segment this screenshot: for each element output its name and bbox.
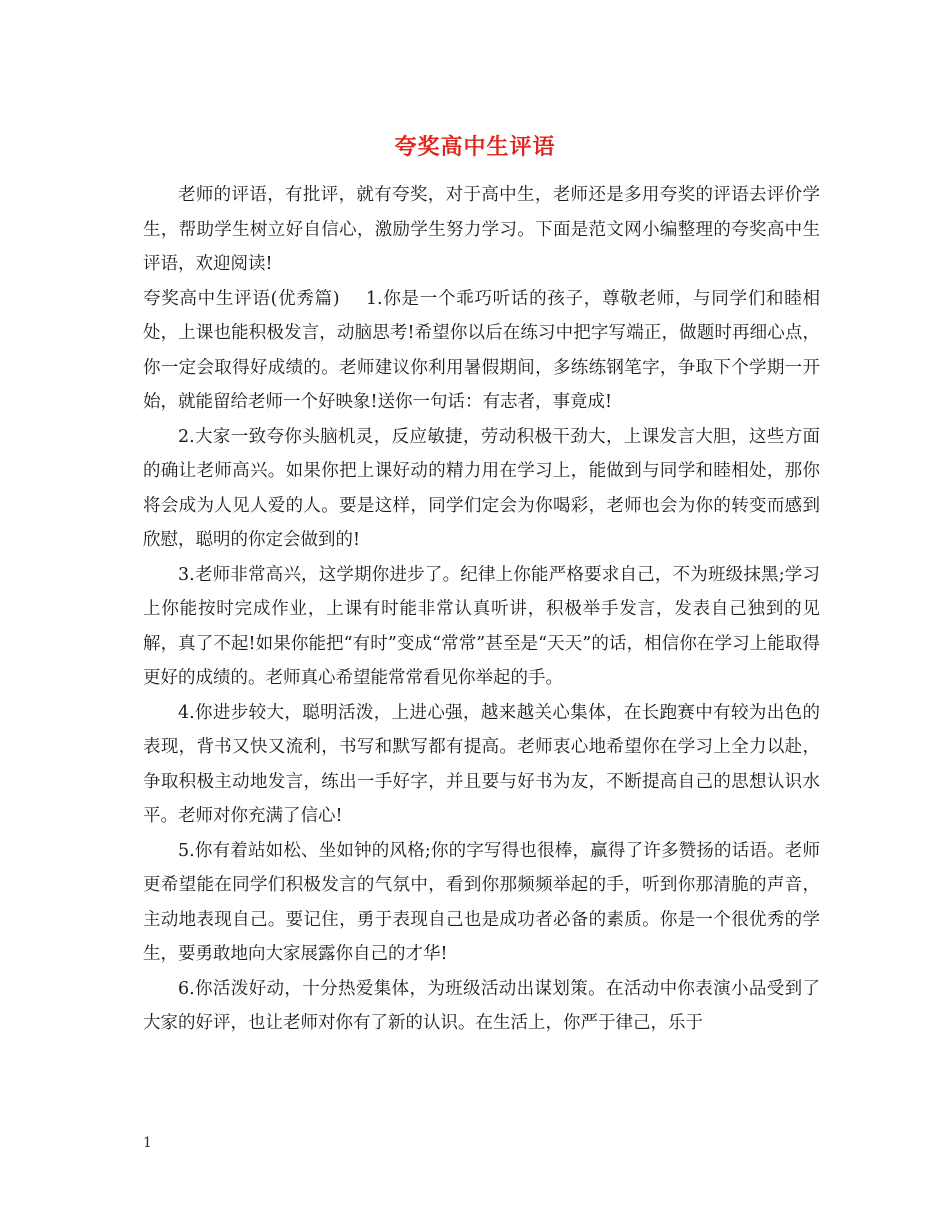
section-subheading: 夸奖高中生评语(优秀篇) xyxy=(143,288,340,309)
item-4-paragraph: 4.你进步较大，聪明活泼，上进心强，越来越关心集体，在长跑赛中有较为出色的表现，背书又快又流利，书写和默写都有提高。老师衷心地希望你在学习上全力以赴，争取积极主动地发言，练出一手好字，并且要与好书为友，不断提高自己的思想认识水平。老师对你充满了信心! xyxy=(143,702,820,826)
document-body xyxy=(143,178,820,1041)
item-3-paragraph: 3.老师非常高兴，这学期你进步了。纪律上你能严格要求自己，不为班级抹黑;学习上你能按时完成作业，上课有时能非常认真听讲，积极举手发言，发表自己独到的见解，真了不起!如果你能把“有时”变成“常常”甚至是“天天”的话，相信你在学习上能取得更好的成绩的。老师真心希望能常常看见你举起的手。 xyxy=(143,564,820,688)
first-item-paragraph xyxy=(143,282,820,420)
page-number: 1 xyxy=(143,1135,152,1151)
document-title: 夸奖高中生评语 xyxy=(394,134,556,160)
item-5-paragraph: 5.你有着站如松、坐如钟的风格;你的字写得也很棒，赢得了许多赞扬的话语。老师更希望能在同学们积极发言的气氛中，看到你那频频举起的手，听到你那清脆的声音，主动地表现自己。要记住，勇于表现自己也是成功者必备的素质。你是一个很优秀的学生，要勇敢地向大家展露你自己的才华! xyxy=(143,840,820,964)
intro-paragraph: 老师的评语，有批评，就有夸奖，对于高中生，老师还是多用夸奖的评语去评价学生，帮助学生树立好自信心，激励学生努力学习。下面是范文网小编整理的夸奖高中生评语，欢迎阅读! xyxy=(143,185,820,274)
item-2-paragraph: 2.大家一致夸你头脑机灵，反应敏捷，劳动积极干劲大，上课发言大胆，这些方面的确让老师高兴。如果你把上课好动的精力用在学习上，能做到与同学和睦相处，那你将会成为人见人爱的人。要是这样，同学们定会为你喝彩，老师也会为你的转变而感到欣慰，聪明的你定会做到的! xyxy=(143,426,820,550)
item-6-paragraph: 6.你活泼好动，十分热爱集体，为班级活动出谋划策。在活动中你表演小品受到了大家的好评，也让老师对你有了新的认识。在生活上，你严于律己，乐于 xyxy=(143,978,820,1033)
item-1-text: 1.你是一个乖巧听话的孩子，尊敬老师，与同学们和睦相处，上课也能积极发言，动脑思考!希望你以后在练习中把字写端正，做题时再细心点，你一定会取得好成绩的。老师建议你利用暑假期间，多练练钢笔字，争取下个学期一开始，就能留给老师一个好映象!送你一句话：有志者，事竟成! xyxy=(143,288,820,412)
